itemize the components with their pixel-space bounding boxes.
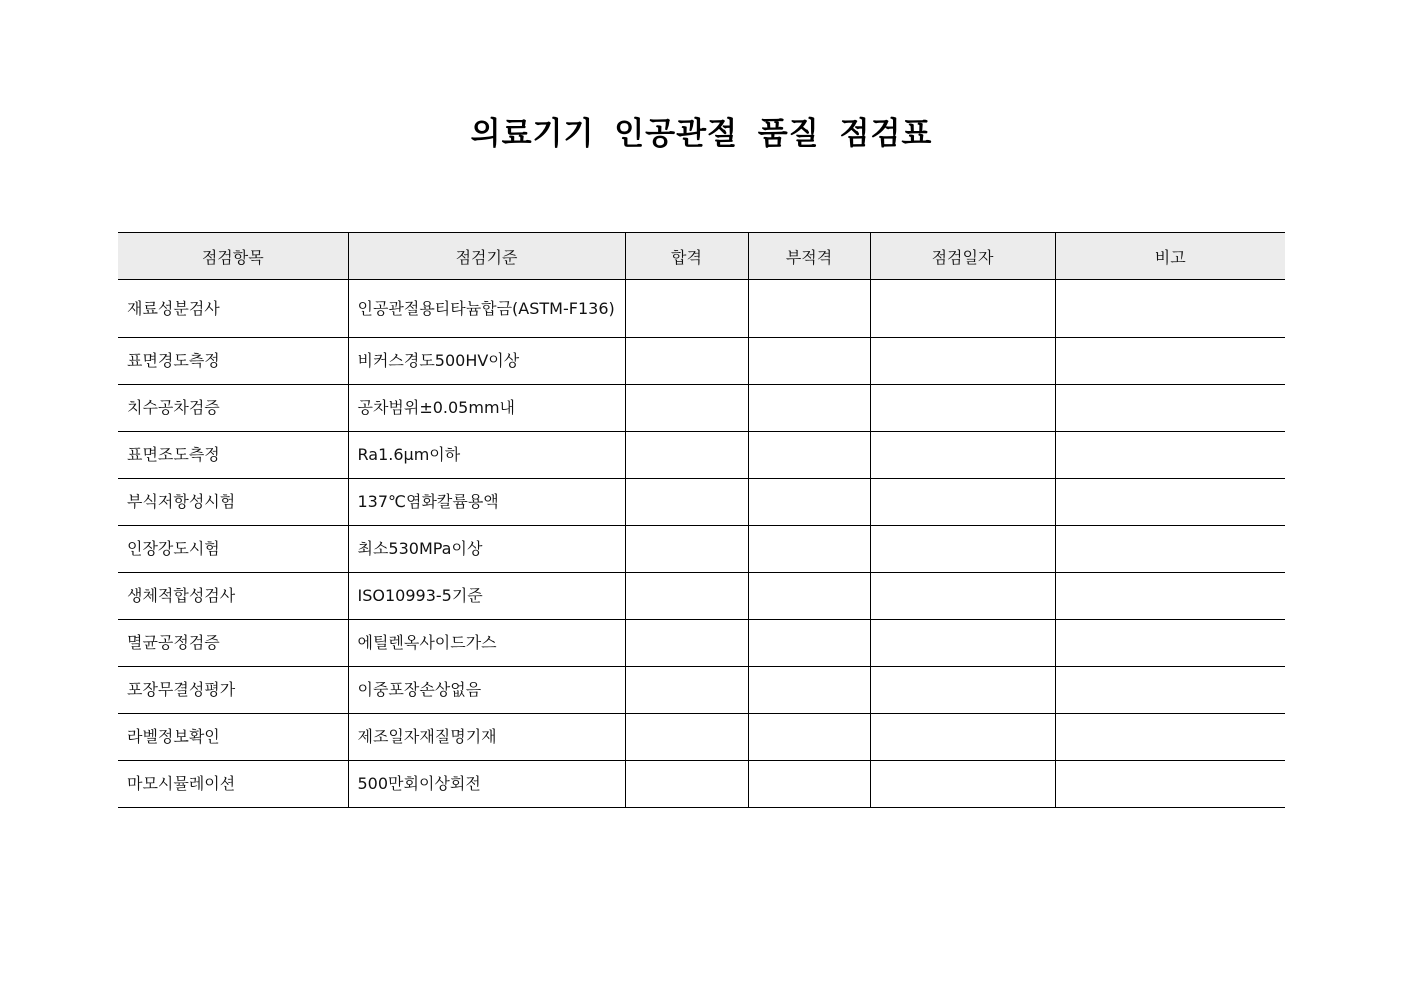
criteria-cell: 에틸렌옥사이드가스 bbox=[348, 620, 625, 667]
date-cell[interactable] bbox=[870, 432, 1055, 479]
item-cell: 멸균공정검증 bbox=[118, 620, 348, 667]
item-cell: 생체적합성검사 bbox=[118, 573, 348, 620]
pass-cell[interactable] bbox=[625, 280, 748, 338]
date-cell[interactable] bbox=[870, 761, 1055, 808]
inspection-table bbox=[118, 232, 1285, 808]
fail-cell[interactable] bbox=[748, 432, 870, 479]
criteria-cell: 인공관절용티타늄합금(ASTM-F136) bbox=[348, 280, 625, 338]
fail-cell[interactable] bbox=[748, 573, 870, 620]
header-fail: 부적격 bbox=[748, 233, 870, 280]
item-cell: 포장무결성평가 bbox=[118, 667, 348, 714]
note-cell[interactable] bbox=[1055, 526, 1285, 573]
date-cell[interactable] bbox=[870, 667, 1055, 714]
table-row bbox=[118, 432, 1285, 479]
table-row bbox=[118, 667, 1285, 714]
table-row bbox=[118, 338, 1285, 385]
pass-cell[interactable] bbox=[625, 526, 748, 573]
note-cell[interactable] bbox=[1055, 385, 1285, 432]
table-row bbox=[118, 526, 1285, 573]
date-cell[interactable] bbox=[870, 714, 1055, 761]
fail-cell[interactable] bbox=[748, 280, 870, 338]
table-row bbox=[118, 479, 1285, 526]
pass-cell[interactable] bbox=[625, 432, 748, 479]
criteria-cell: 137℃염화칼륨용액 bbox=[348, 479, 625, 526]
note-cell[interactable] bbox=[1055, 667, 1285, 714]
table-row bbox=[118, 573, 1285, 620]
fail-cell[interactable] bbox=[748, 667, 870, 714]
table-row bbox=[118, 620, 1285, 667]
fail-cell[interactable] bbox=[748, 761, 870, 808]
note-cell[interactable] bbox=[1055, 573, 1285, 620]
note-cell[interactable] bbox=[1055, 280, 1285, 338]
note-cell[interactable] bbox=[1055, 479, 1285, 526]
criteria-cell: ISO10993-5기준 bbox=[348, 573, 625, 620]
header-note: 비고 bbox=[1055, 233, 1285, 280]
date-cell[interactable] bbox=[870, 479, 1055, 526]
table-row bbox=[118, 385, 1285, 432]
item-cell: 부식저항성시험 bbox=[118, 479, 348, 526]
fail-cell[interactable] bbox=[748, 526, 870, 573]
criteria-cell: Ra1.6μm이하 bbox=[348, 432, 625, 479]
item-cell: 마모시뮬레이션 bbox=[118, 761, 348, 808]
item-cell: 표면경도측정 bbox=[118, 338, 348, 385]
pass-cell[interactable] bbox=[625, 338, 748, 385]
date-cell[interactable] bbox=[870, 620, 1055, 667]
date-cell[interactable] bbox=[870, 338, 1055, 385]
date-cell[interactable] bbox=[870, 385, 1055, 432]
pass-cell[interactable] bbox=[625, 620, 748, 667]
header-inspection-date: 점검일자 bbox=[870, 233, 1055, 280]
pass-cell[interactable] bbox=[625, 667, 748, 714]
note-cell[interactable] bbox=[1055, 432, 1285, 479]
item-cell: 재료성분검사 bbox=[118, 280, 348, 338]
pass-cell[interactable] bbox=[625, 573, 748, 620]
document-title: 의료기기 인공관절 품질 점검표 bbox=[470, 116, 933, 152]
note-cell[interactable] bbox=[1055, 761, 1285, 808]
item-cell: 표면조도측정 bbox=[118, 432, 348, 479]
pass-cell[interactable] bbox=[625, 479, 748, 526]
table-row bbox=[118, 280, 1285, 338]
pass-cell[interactable] bbox=[625, 761, 748, 808]
date-cell[interactable] bbox=[870, 573, 1055, 620]
criteria-cell: 공차범위±0.05mm내 bbox=[348, 385, 625, 432]
fail-cell[interactable] bbox=[748, 385, 870, 432]
date-cell[interactable] bbox=[870, 526, 1055, 573]
criteria-cell: 최소530MPa이상 bbox=[348, 526, 625, 573]
criteria-cell: 제조일자재질명기재 bbox=[348, 714, 625, 761]
table-row bbox=[118, 761, 1285, 808]
pass-cell[interactable] bbox=[625, 385, 748, 432]
header-pass: 합격 bbox=[625, 233, 748, 280]
header-inspection-item: 점검항목 bbox=[118, 233, 348, 280]
item-cell: 인장강도시험 bbox=[118, 526, 348, 573]
criteria-cell: 500만회이상회전 bbox=[348, 761, 625, 808]
fail-cell[interactable] bbox=[748, 338, 870, 385]
fail-cell[interactable] bbox=[748, 479, 870, 526]
note-cell[interactable] bbox=[1055, 620, 1285, 667]
date-cell[interactable] bbox=[870, 280, 1055, 338]
fail-cell[interactable] bbox=[748, 714, 870, 761]
table-header-row bbox=[118, 233, 1285, 280]
item-cell: 치수공차검증 bbox=[118, 385, 348, 432]
item-cell: 라벨정보확인 bbox=[118, 714, 348, 761]
note-cell[interactable] bbox=[1055, 338, 1285, 385]
criteria-cell: 비커스경도500HV이상 bbox=[348, 338, 625, 385]
fail-cell[interactable] bbox=[748, 620, 870, 667]
pass-cell[interactable] bbox=[625, 714, 748, 761]
table-row bbox=[118, 714, 1285, 761]
criteria-cell: 이중포장손상없음 bbox=[348, 667, 625, 714]
header-inspection-criteria: 점검기준 bbox=[348, 233, 625, 280]
note-cell[interactable] bbox=[1055, 714, 1285, 761]
